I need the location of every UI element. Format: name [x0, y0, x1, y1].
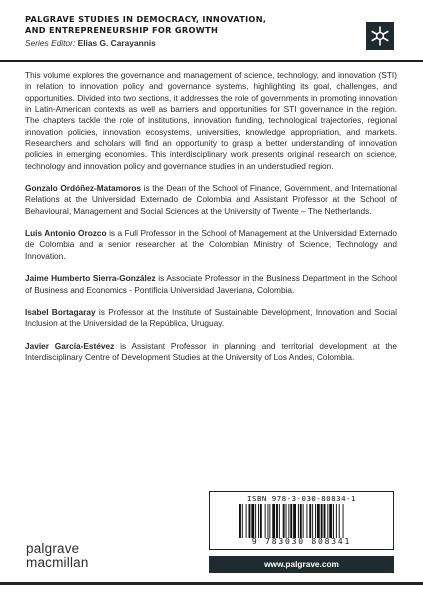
author-bio-text: is a Full Professor in the School of Management at the Universidad Externado de Colombia and a senior researcher at the Colombian Ministry of Science, Technology and Innovation. [25, 228, 397, 261]
author-name: Isabel Bortagaray [25, 306, 96, 317]
back-cover-body [25, 70, 397, 374]
barcode-box [209, 491, 394, 550]
author-bio-text: is Assistant Professor in planning and territorial development at the Interdisciplinary Centre of Development Studies at the University of Los Andes, Colombia. [25, 340, 397, 362]
author-bio [25, 228, 397, 262]
author-name: Gonzalo Ordóñez-Matamoros [25, 183, 141, 194]
series-title-line2: AND ENTREPRENEURSHIP FOR GROWTH [25, 25, 219, 35]
author-bio [25, 307, 397, 330]
brand-line2: macmillan [26, 555, 89, 570]
series-title-line1: PALGRAVE STUDIES IN DEMOCRACY, INNOVATION, [25, 14, 267, 24]
author-name: Javier García-Estévez [25, 340, 115, 351]
bottom-rule [0, 582, 423, 585]
palgrave-star-icon [366, 22, 394, 50]
author-bio-text: is the Dean of the School of Finance, Government, and International Relations at the Universidad Externado de Colombia and Assistant Professor at the School of Behavioural, Management and Social Sciences at the University of Twente – The Netherlands. [25, 183, 397, 216]
author-bio [25, 183, 397, 217]
series-editor-label: Series Editor: [25, 38, 76, 48]
author-name: Jaime Humberto Sierra-González [25, 273, 156, 284]
brand-line1: palgrave [26, 541, 80, 556]
publisher-logo [26, 542, 89, 570]
website-link[interactable]: www.palgrave.com [209, 556, 394, 573]
series-header [25, 14, 355, 49]
author-bio [25, 273, 397, 296]
author-bio [25, 341, 397, 364]
series-editor-name: Elias G. Carayannis [77, 38, 156, 48]
barcode-bars [239, 504, 369, 538]
author-bio-text: is Professor at the Institute of Sustainable Development, Innovation and Social Inclusion at the Universidad de la República, Uruguay. [25, 306, 398, 329]
book-description: This volume explores the governance and management of science, technology, and innovation (STI) in relation to innovation policy and governance systems, highlighting its goal, challenges, and opportunities. Divided into two sections, it addresses the role of governments in promoting innovation in Latin-American contexts as well as barriers and opportunities for STI governance in the region. The chapters tackle the role of institutions, innovation funding, technological trajectories, regional innovation policies, innovation ecosystems, universities, knowledge appropriation, and markets. Researchers and scholars will find an opportunity to grasp a better understanding of innovation policies in emerging economies. This interdisciplinary work presents original research on science, technology and innovation policy and governance studies in an understudied region. [25, 70, 397, 171]
author-bio-text: is Associate Professor in the Business Department in the School of Business and Economics - Pontificia Universidad Javeriana, Colombia. [25, 273, 397, 295]
isbn-label: ISBN 978-3-030-80834-1 [247, 494, 356, 503]
top-rule [0, 60, 423, 62]
series-editor [25, 37, 355, 49]
author-name: Luis Antonio Orozco [25, 228, 107, 239]
barcode-digits: 9 783030 808341 [251, 537, 352, 546]
